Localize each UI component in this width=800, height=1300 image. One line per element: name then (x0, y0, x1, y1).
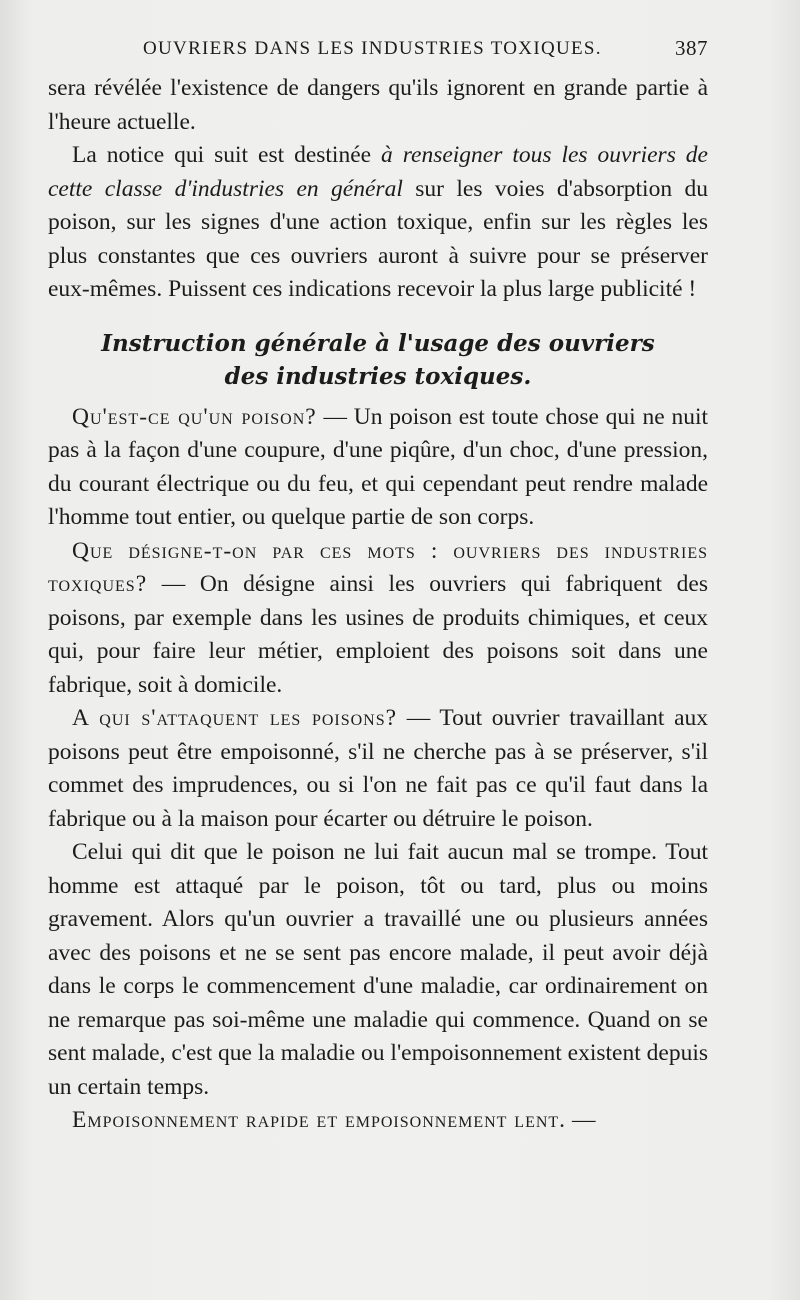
section-heading (48, 327, 708, 393)
paragraph-warning: Celui qui dit que le poison ne lui fait aucun mal se trompe. Tout homme est attaqué par le poison, tôt ou tard, plus ou moins gravement. Alors qu'un ouvrier a travaillé une ou plusieurs années avec des poisons et ne se sent pas encore malade, il peut avoir déjà dans le corps le commencement d'une maladie, car ordinairement on ne remarque pas soi-même une maladie qui commence. Quand on se sent malade, c'est que la maladie ou l'empoisonnement existent depuis un certain temps. (48, 839, 708, 1100)
running-title: OUVRIERS DANS LES INDUSTRIES TOXIQUES. (143, 38, 602, 59)
answer-text: — Un poison est toute chose qui ne nuit pas à la façon d'une coupure, d'une piqûre, d'un choc, d'une pression, du courant électrique ou du feu, et qui cependant peut rendre malade l'homme tout entier, ou quelque partie de son corps. (48, 403, 708, 530)
answer-text: — (566, 1107, 596, 1133)
notice-emphasis: à renseigner tous les ouvriers de cette classe d'industries en général (48, 142, 708, 202)
notice-text-2: sur les voies d'absorption du poison, sur les signes d'une action toxique, enfin sur les règles les plus constantes que ces ouvriers auront à suivre pour se préserver eux-mêmes. Puissent ces indications recevoir la plus large publicité ! (48, 175, 708, 302)
question-label: A qui s'attaquent les poisons? (72, 705, 398, 731)
section-heading-line-1: Instruction générale à l'usage des ouvriers (101, 329, 655, 357)
page-header (48, 32, 708, 72)
page-number: 387 (675, 36, 708, 60)
notice-text-1: La notice qui suit est destinée (72, 142, 382, 168)
qa-toxic-industry-workers (48, 535, 708, 703)
qa-who-is-attacked (48, 702, 708, 836)
question-label: Que désigne-t-on par ces mots : ouvriers des industries toxiques? (48, 537, 708, 597)
question-label: Empoisonnement rapide et empoisonnement lent. (72, 1107, 567, 1133)
paragraph-notice (48, 139, 708, 307)
page-body (48, 72, 708, 1138)
answer-text: — Tout ouvrier travaillant aux poisons peut être empoisonné, s'il ne cherche pas à se préserver, s'il commet des imprudences, ou si l'on ne fait pas ce qu'il faut dans la fabrique ou à la maison pour écarter ou détruire le poison. (48, 705, 709, 832)
section-heading-line-2: des industries toxiques. (224, 362, 532, 390)
qa-what-is-poison (48, 401, 708, 535)
paragraph-continuation: sera révélée l'existence de dangers qu'ils ignorent en grande partie à l'heure actuelle. (48, 75, 708, 135)
question-label: Qu'est-ce qu'un poison? (72, 403, 317, 430)
qa-rapid-slow-poisoning (48, 1104, 708, 1138)
answer-text: — On désigne ainsi les ouvriers qui fabriquent des poisons, par exemple dans les usines de produits chimiques, et ceux qui, pour faire leur métier, emploient des poisons soit dans une fabrique, soit à domicile. (48, 571, 708, 698)
